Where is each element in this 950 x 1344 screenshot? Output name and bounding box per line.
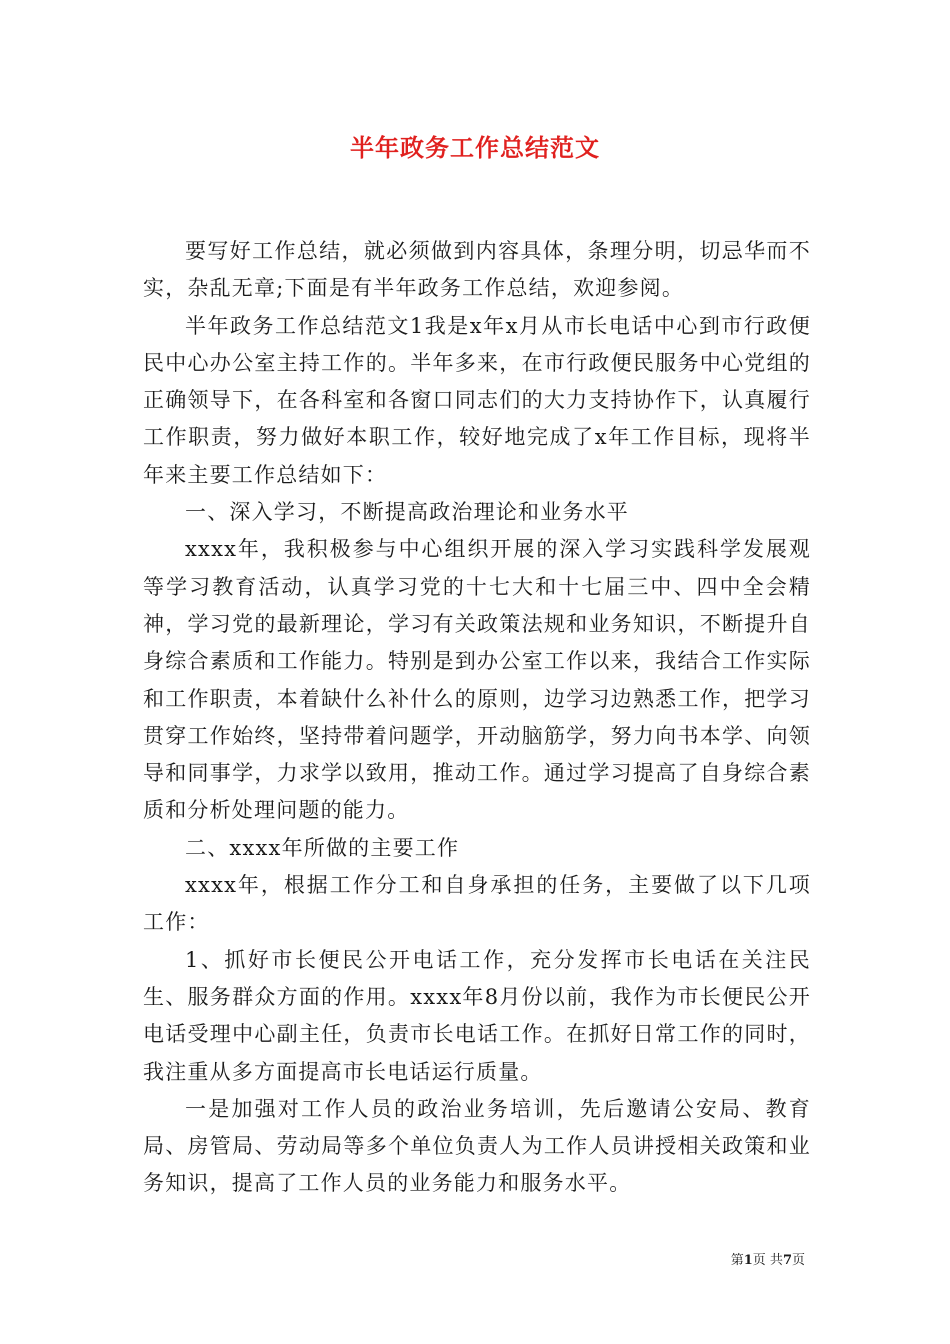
- paragraph-item-1: 1、抓好市长便民公开电话工作，充分发挥市长电话在关注民生、服务群众方面的作用。xxxx年8月份以前，我作为市长便民公开电话受理中心副主任，负责市长电话工作。在抓好日常工作的同时，我注重从多方面提高市长电话运行质量。: [143, 947, 811, 1084]
- document-body: [143, 233, 811, 1203]
- paragraph-opening: 半年政务工作总结范文1我是x年x月从市长电话中心到市行政便民中心办公室主持工作的。半年多来，在市行政便民服务中心党组的正确领导下，在各科室和各窗口同志们的大力支持协作下，认真履行工作职责，努力做好本职工作，较好地完成了x年工作目标，现将半年来主要工作总结如下：: [143, 313, 811, 487]
- paragraph-item-1a: 一是加强对工作人员的政治业务培训，先后邀请公安局、教育局、房管局、劳动局等多个单位负责人为工作人员讲授相关政策和业务知识，提高了工作人员的业务能力和服务水平。: [143, 1096, 811, 1196]
- footer-middle: 页 共: [752, 1253, 783, 1268]
- paragraph-study: xxxx年，我积极参与中心组织开展的深入学习实践科学发展观等学习教育活动，认真学习党的十七大和十七届三中、四中全会精神，学习党的最新理论，学习有关政策法规和业务知识，不断提升自身综合素质和工作能力。特别是到办公室工作以来，我结合工作实际和工作职责，本着缺什么补什么的原则，边学习边熟悉工作，把学习贯穿工作始终，坚持带着问题学，开动脑筋学，努力向书本学、向领导和同事学，力求学以致用，推动工作。通过学习提高了自身综合素质和分析处理问题的能力。: [143, 537, 811, 823]
- page-number-footer: [731, 1249, 805, 1268]
- section-heading-2: 二、xxxx年所做的主要工作: [185, 835, 460, 860]
- footer-prefix: 第: [730, 1253, 744, 1268]
- total-page-number: 7: [782, 1253, 792, 1268]
- section-heading-1: 一、深入学习，不断提高政治理论和业务水平: [185, 500, 629, 525]
- footer-suffix: 页: [791, 1253, 805, 1268]
- current-page-number: 1: [743, 1253, 753, 1268]
- page-title: 半年政务工作总结范文: [350, 133, 600, 162]
- paragraph-work-overview: xxxx年，根据工作分工和自身承担的任务，主要做了以下几项工作：: [143, 873, 811, 935]
- paragraph-intro: 要写好工作总结，就必须做到内容具体，条理分明，切忌华而不实，杂乱无章;下面是有半年政务工作总结，欢迎参阅。: [143, 239, 811, 301]
